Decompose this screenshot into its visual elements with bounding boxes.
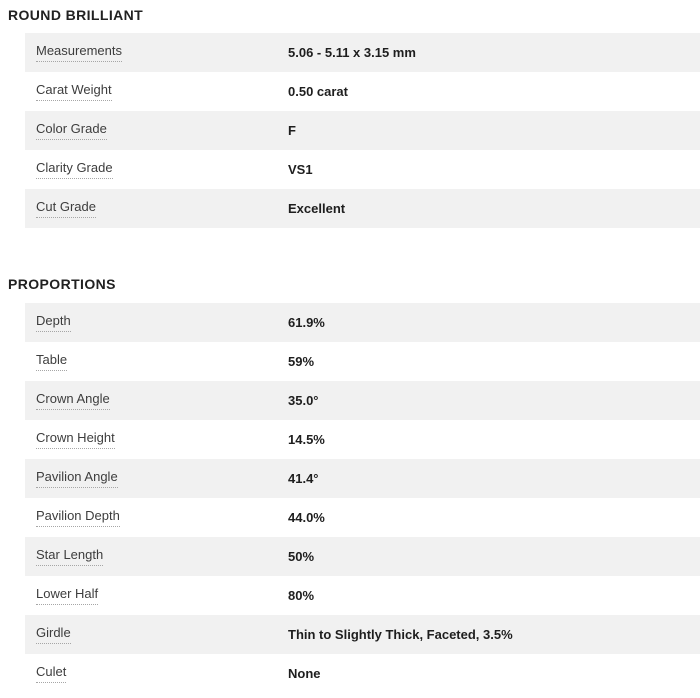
spec-label-tooltip-trigger[interactable]: Color Grade [36, 121, 107, 140]
spec-table-row [25, 342, 700, 381]
spec-value: 59% [288, 354, 315, 369]
spec-value: 50% [288, 549, 315, 564]
spec-table-row [25, 189, 700, 228]
spec-label-tooltip-trigger[interactable]: Pavilion Depth [36, 508, 120, 527]
spec-table-row [25, 111, 700, 150]
spec-table-row [25, 72, 700, 111]
spec-label-tooltip-trigger[interactable]: Depth [36, 313, 71, 332]
proportions-spec-table [25, 303, 700, 693]
spec-value: 80% [288, 588, 315, 603]
spec-value: None [288, 666, 321, 681]
spec-value: 41.4° [288, 471, 319, 486]
spec-value: Excellent [288, 201, 346, 216]
spec-value: 0.50 carat [288, 84, 348, 99]
spec-value: 61.9% [288, 315, 325, 330]
spec-value: Thin to Slightly Thick, Faceted, 3.5% [288, 627, 513, 642]
section-title-round-brilliant: ROUND BRILLIANT [8, 7, 144, 23]
spec-table-row [25, 381, 700, 420]
spec-label-tooltip-trigger[interactable]: Carat Weight [36, 82, 112, 101]
spec-value: F [288, 123, 296, 138]
spec-table-row [25, 498, 700, 537]
spec-table-row [25, 615, 700, 654]
spec-table-row [25, 537, 700, 576]
spec-table-row [25, 459, 700, 498]
spec-label-tooltip-trigger[interactable]: Clarity Grade [36, 160, 113, 179]
spec-table-row [25, 420, 700, 459]
spec-label-tooltip-trigger[interactable]: Table [36, 352, 67, 371]
section-round-brilliant [0, 0, 700, 228]
section-proportions [0, 276, 700, 693]
section-title-proportions: PROPORTIONS [8, 276, 116, 292]
spec-value: 35.0° [288, 393, 319, 408]
spec-table-row [25, 150, 700, 189]
spec-label-tooltip-trigger[interactable]: Cut Grade [36, 199, 96, 218]
spec-table-row [25, 576, 700, 615]
spec-value: VS1 [288, 162, 313, 177]
spec-label-tooltip-trigger[interactable]: Crown Height [36, 430, 115, 449]
spec-label-tooltip-trigger[interactable]: Lower Half [36, 586, 98, 605]
spec-label-tooltip-trigger[interactable]: Crown Angle [36, 391, 110, 410]
spec-value: 44.0% [288, 510, 325, 525]
spec-value: 5.06 - 5.11 x 3.15 mm [288, 45, 416, 60]
spec-label-tooltip-trigger[interactable]: Culet [36, 664, 66, 683]
spec-label-tooltip-trigger[interactable]: Star Length [36, 547, 103, 566]
spec-label-tooltip-trigger[interactable]: Pavilion Angle [36, 469, 118, 488]
spec-label-tooltip-trigger[interactable]: Girdle [36, 625, 71, 644]
spec-table-row [25, 654, 700, 693]
round-brilliant-spec-table [25, 33, 700, 228]
spec-label-tooltip-trigger[interactable]: Measurements [36, 43, 122, 62]
spec-value: 14.5% [288, 432, 325, 447]
spec-table-row [25, 303, 700, 342]
spec-table-row [25, 33, 700, 72]
